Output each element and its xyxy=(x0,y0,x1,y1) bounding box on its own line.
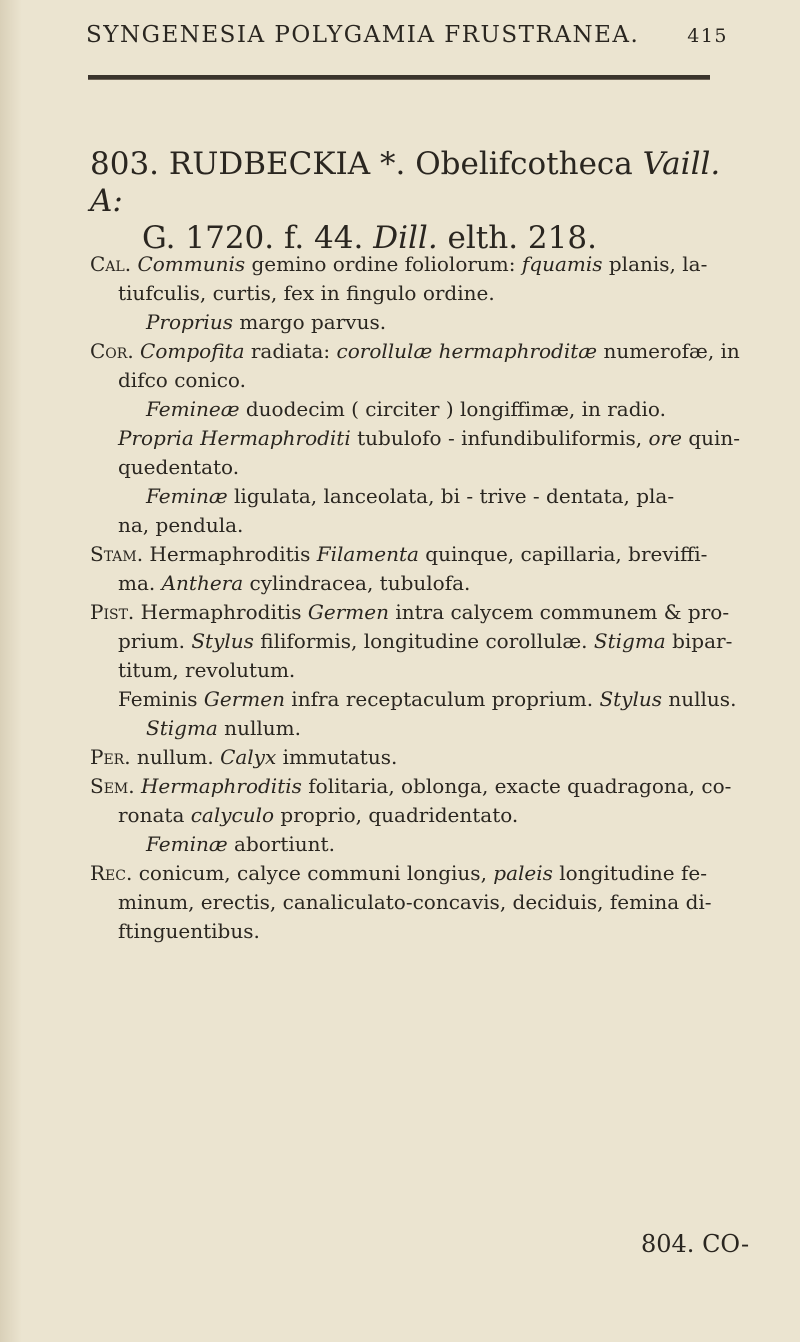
page-edge-shadow xyxy=(0,0,22,1342)
section-label: Stam. xyxy=(90,542,144,566)
text-run: bipar- xyxy=(665,629,733,653)
text-run: radiata: xyxy=(244,339,337,363)
italic-term: Communis xyxy=(137,252,246,276)
italic-term: Feminæ xyxy=(146,484,228,508)
text-run: quedentato. xyxy=(118,455,240,479)
genus-author-1: Vaill. xyxy=(642,146,721,182)
italic-term: Hermaphroditis xyxy=(140,774,302,798)
italic-term: Femineæ xyxy=(146,397,240,421)
text-run: cylindracea, tubulofa. xyxy=(243,571,471,595)
text-run: Feminis xyxy=(118,687,204,711)
text-run: na, pendula. xyxy=(118,513,244,537)
catchword: 804. CO- xyxy=(641,1230,750,1258)
text-run: intra calycem communem & pro- xyxy=(388,600,730,624)
text-run: Hermaphroditis xyxy=(143,542,317,566)
running-head xyxy=(86,22,726,48)
text-line xyxy=(90,685,740,714)
text-run: margo parvus. xyxy=(232,310,387,334)
text-line xyxy=(90,279,740,308)
italic-term: Germen xyxy=(307,600,389,624)
section-label: Pist. xyxy=(90,600,135,624)
text-line xyxy=(90,830,740,859)
genus-name: RUDBECKIA xyxy=(168,146,371,182)
header-rule xyxy=(88,75,710,80)
text-run: difco conico. xyxy=(118,368,246,392)
italic-term: Propria Hermaphroditi xyxy=(118,426,351,450)
italic-term: Germen xyxy=(203,687,285,711)
text-line xyxy=(90,482,740,511)
text-line xyxy=(90,656,740,685)
text-run: tiufculis, curtis, fex in fingulo ordine. xyxy=(118,281,495,305)
text-run: proprio, quadridentato. xyxy=(274,803,519,827)
section-label: Cal. xyxy=(90,252,132,276)
text-run: prium. xyxy=(118,629,192,653)
text-run: ftinguentibus. xyxy=(118,919,260,943)
text-run: nullum. xyxy=(130,745,221,769)
text-run: filiformis, longitudine corollulæ. xyxy=(253,629,594,653)
text-run: conicum, calyce communi longius, xyxy=(132,861,494,885)
italic-term: Filamenta xyxy=(316,542,419,566)
text-run: ligulata, lanceolata, bi - trive - dentata, pla- xyxy=(227,484,675,508)
genus-author-2: Dill. xyxy=(373,220,438,256)
italic-term: Stigma xyxy=(593,629,666,653)
italic-term: calyculo xyxy=(190,803,275,827)
italic-term: Compofita xyxy=(140,339,245,363)
genus-number: 803. xyxy=(90,146,160,182)
italic-term: corollulæ hermaphroditæ xyxy=(336,339,598,363)
genus-citation-a: G. 1720. f. 44. xyxy=(142,220,364,256)
text-line xyxy=(90,366,740,395)
text-run: planis, la- xyxy=(602,252,708,276)
text-line xyxy=(90,424,740,453)
italic-term: Stylus xyxy=(191,629,254,653)
text-run: gemino ordine foliolorum: xyxy=(245,252,522,276)
text-line xyxy=(90,627,740,656)
text-line xyxy=(90,743,740,772)
text-run: quinque, capillaria, breviffi- xyxy=(418,542,708,566)
genus-synonym: Obelifcotheca xyxy=(415,146,633,182)
text-line xyxy=(90,395,740,424)
genus-description xyxy=(90,250,740,946)
text-run: infra receptaculum proprium. xyxy=(284,687,600,711)
italic-term: Stylus xyxy=(599,687,663,711)
text-run: duodecim ( circiter ) longiffimæ, in radio. xyxy=(239,397,666,421)
text-line xyxy=(90,859,740,888)
text-run: minum, erectis, canaliculato-concavis, deciduis, femina di- xyxy=(118,890,712,914)
italic-term: Stigma xyxy=(146,716,218,740)
section-label: Cor. xyxy=(90,339,134,363)
genus-amp: A: xyxy=(90,183,123,219)
text-line xyxy=(90,801,740,830)
genus-asterisk: *. xyxy=(380,146,406,182)
text-run: titum, revolutum. xyxy=(118,658,296,682)
text-run: quin- xyxy=(681,426,741,450)
italic-term: ore xyxy=(648,426,682,450)
genus-heading xyxy=(90,146,730,257)
text-line xyxy=(90,453,740,482)
section-label: Per. xyxy=(90,745,131,769)
text-line xyxy=(90,337,740,366)
text-line xyxy=(90,308,740,337)
text-line xyxy=(90,598,740,627)
text-line xyxy=(90,540,740,569)
text-run: ma. xyxy=(118,571,162,595)
text-run: numerofæ, in xyxy=(597,339,740,363)
text-run: abortiunt. xyxy=(227,832,335,856)
italic-term: Feminæ xyxy=(146,832,228,856)
italic-term: fquamis xyxy=(521,252,603,276)
text-run: nullus. xyxy=(662,687,737,711)
text-line xyxy=(90,888,740,917)
text-run: Hermaphroditis xyxy=(134,600,308,624)
text-run: nullum. xyxy=(217,716,301,740)
italic-term: Calyx xyxy=(220,745,277,769)
text-line xyxy=(90,511,740,540)
text-line xyxy=(90,772,740,801)
italic-term: Proprius xyxy=(146,310,233,334)
text-line xyxy=(90,917,740,946)
text-run: longitudine fe- xyxy=(552,861,707,885)
text-run: folitaria, oblonga, exacte quadragona, co- xyxy=(301,774,732,798)
page-number: 415 xyxy=(687,25,728,47)
text-line xyxy=(90,250,740,279)
text-line xyxy=(90,569,740,598)
text-line xyxy=(90,714,740,743)
italic-term: Anthera xyxy=(161,571,244,595)
genus-citation-b: elth. 218. xyxy=(447,220,597,256)
text-run: tubulofo - infundibuliformis, xyxy=(350,426,649,450)
section-label: Sem. xyxy=(90,774,135,798)
text-run: immutatus. xyxy=(276,745,398,769)
italic-term: paleis xyxy=(493,861,553,885)
text-run: ronata xyxy=(118,803,191,827)
section-label: Rec. xyxy=(90,861,133,885)
running-head-title: SYNGENESIA POLYGAMIA FRUSTRANEA. xyxy=(86,22,640,48)
